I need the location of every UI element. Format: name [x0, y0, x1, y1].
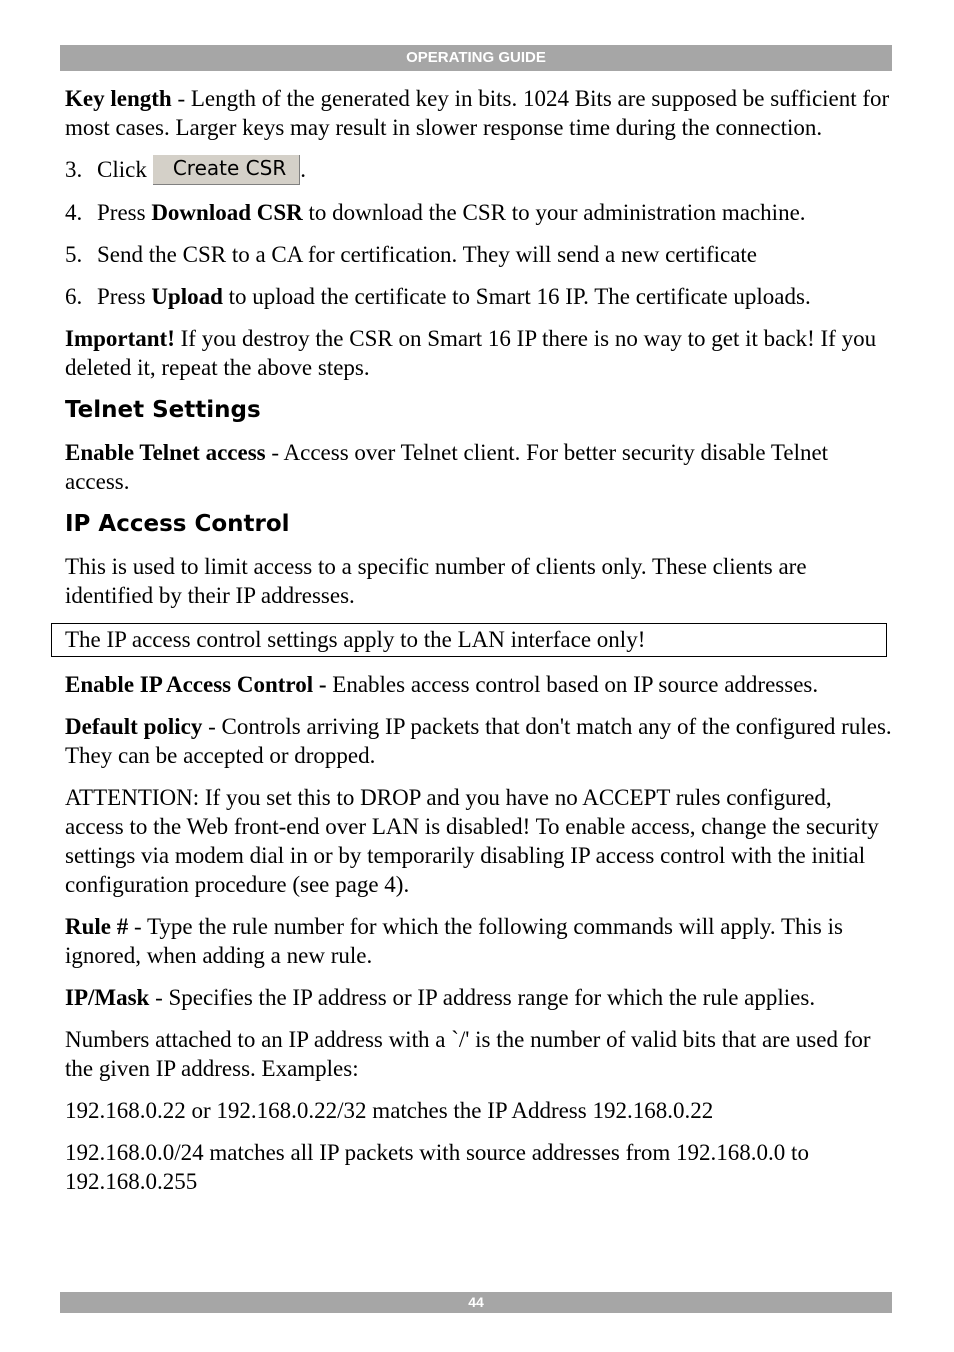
step-number: 4.: [65, 200, 83, 225]
telnet-term: Enable Telnet access: [65, 440, 266, 465]
key-length-paragraph: [65, 84, 895, 142]
important-desc: If you destroy the CSR on Smart 16 IP there is no way to get it back! If you deleted it, repeat the above steps.: [65, 326, 877, 380]
download-csr-term: Download CSR: [151, 200, 303, 225]
create-csr-button[interactable]: Create CSR: [153, 155, 300, 185]
step-text: Press: [97, 200, 152, 225]
default-policy-paragraph: [65, 712, 895, 770]
important-paragraph: [65, 324, 895, 382]
telnet-paragraph: [65, 438, 895, 496]
step-text: Send the CSR to a CA for certification. They will send a new certificate: [97, 242, 758, 267]
telnet-heading: Telnet Settings: [65, 397, 261, 423]
enable-ip-term: Enable IP Access Control -: [65, 672, 327, 697]
step-text-end: .: [300, 157, 306, 182]
rule-desc: - Type the rule number for which the following commands will apply. This is ignored, when adding a new rule.: [65, 914, 843, 968]
example-2: 192.168.0.0/24 matches all IP packets with source addresses from 192.168.0.0 to 192.168.0.255: [65, 1140, 809, 1194]
default-policy-desc: - Controls arriving IP packets that don't match any of the configured rules. They can be accepted or dropped.: [65, 714, 892, 768]
ip-access-intro: This is used to limit access to a specific number of clients only. These clients are identified by their IP addresses.: [65, 554, 807, 608]
ip-mask-desc: - Specifies the IP address or IP address range for which the rule applies.: [149, 985, 816, 1010]
step-number: 5.: [65, 242, 83, 267]
rule-paragraph: [65, 912, 895, 970]
numbers-paragraph: Numbers attached to an IP address with a `/' is the number of valid bits that are used for the given IP address. Examples:: [65, 1027, 871, 1081]
page-number: 44: [468, 1294, 484, 1310]
key-length-desc: - Length of the generated key in bits. 1024 Bits are supposed be sufficient for most cases. Larger keys may result in slower response time during the connection.: [65, 86, 890, 140]
enable-ip-paragraph: [65, 670, 895, 699]
header-bar: [60, 45, 892, 71]
step-text: Press: [97, 284, 152, 309]
step-number: 6.: [65, 284, 83, 309]
step-text: Click: [97, 157, 147, 182]
ip-access-heading: IP Access Control: [65, 511, 290, 537]
step-text-end: to upload the certificate to Smart 16 IP. The certificate uploads.: [222, 284, 811, 309]
header-title: OPERATING GUIDE: [406, 49, 546, 66]
lan-note-box: The IP access control settings apply to the LAN interface only!: [51, 623, 887, 657]
footer-bar: [60, 1292, 892, 1313]
telnet-desc: - Access over Telnet client. For better security disable Telnet access.: [65, 440, 829, 494]
step-3: [65, 155, 895, 185]
page-content: [65, 84, 895, 1209]
ip-mask-paragraph: [65, 983, 895, 1012]
step-text-end: to download the CSR to your administration machine.: [302, 200, 806, 225]
step-4: [65, 198, 895, 227]
default-policy-term: Default policy: [65, 714, 203, 739]
enable-ip-desc: Enables access control based on IP source addresses.: [326, 672, 819, 697]
important-term: Important!: [65, 326, 175, 351]
step-number: 3.: [65, 157, 83, 182]
upload-term: Upload: [151, 284, 223, 309]
example-1: 192.168.0.22 or 192.168.0.22/32 matches the IP Address 192.168.0.22: [65, 1098, 714, 1123]
step-6: [65, 282, 895, 311]
step-5: [65, 240, 895, 269]
key-length-term: Key length: [65, 86, 172, 111]
rule-term: Rule #: [65, 914, 129, 939]
attention-paragraph: ATTENTION: If you set this to DROP and you have no ACCEPT rules configured, access to the Web front-end over LAN is disabled! To enable access, change the security settings via modem dial in or by temporarily disabling IP access control with the initial configuration procedure (see page 4).: [65, 785, 879, 897]
ip-mask-term: IP/Mask: [65, 985, 150, 1010]
